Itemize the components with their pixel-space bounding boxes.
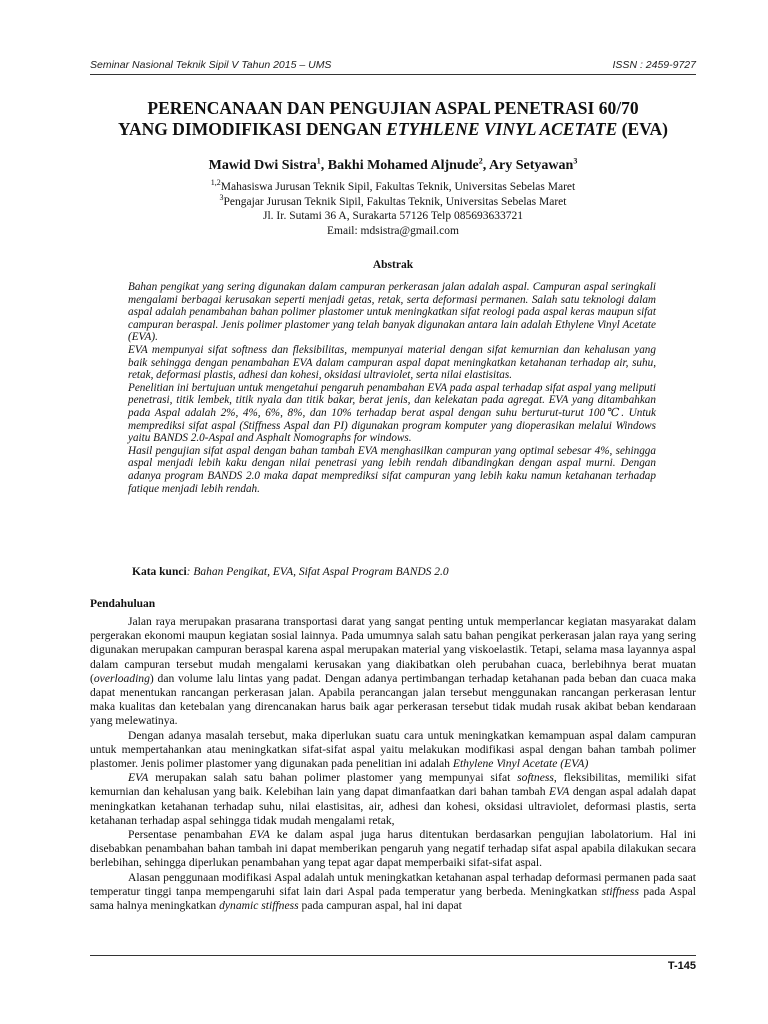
p3-text-b: , fleksibilitas, memiliki sifat kemurnian dan kehalusan yang baik. Kelebihan lain yang dapat dimanfaatkan dari bahan tambah <box>90 771 696 799</box>
affiliation-1-sup: 1,2 <box>210 178 221 188</box>
affiliation-2-sup: 3 <box>219 192 224 202</box>
keywords-label: Kata kunci <box>132 566 187 578</box>
page-number: T-145 <box>667 960 696 972</box>
p4-italic: EVA <box>249 828 270 842</box>
affiliation-2 <box>90 192 696 210</box>
keywords-text: Bahan Pengikat, EVA, Sifat Aspal Program BANDS 2.0 <box>190 566 449 578</box>
p2-text: Dengan adanya masalah tersebut, maka diperlukan suatu cara untuk meningkatkan kemampuan aspal dalam campuran untuk mempertahankan atau meningkatkan sifat-sifat aspal yaitu melakukan modifikasi aspal dengan bahan tambah polimer plastomer. Jenis polimer plastomer yang digunakan pada penelitian ini adalah <box>90 728 696 771</box>
running-header <box>90 59 696 71</box>
p2-italic: Ethylene Vinyl Acetate (EVA) <box>452 757 589 771</box>
p1-text: Jalan raya merupakan prasarana transportasi darat yang sangat penting untuk memperlancar kegiatan masyarakat dalam pergerakan ekonomi maupun kegiatan sosial lainnya. Pada umumnya salah satu bahan pengikat perkerasan jalan raya yang sering digunakan merupakan campuran beraspal karena aspal merupakan material yang viskoelastik. Tetapi, selama masa layannya aspal dalam campuran tersebut mudah mengalami kerusakan yang diakibatkan oleh perubahan cuaca, berlebihnya berat muatan ( <box>90 615 696 685</box>
abstract-paragraph: EVA mempunyai sifat softness dan fleksibilitas, mempunyai material dengan sifat kemurnian dan kehalusan yang baik sehingga dengan penambahan EVA dalam campuran aspal dapat meningkatkan ketahanan terhadap air, suhu, retak, deformasi plastis, adhesi dan kohesi, oksidasi ultraviolet, serta nilai elastisitas. <box>128 343 656 382</box>
intro-body <box>90 615 696 913</box>
title-line-2-pre: YANG DIMODIFIKASI DENGAN <box>117 119 387 139</box>
p5-text-c: pada campuran aspal, hal ini dapat <box>298 899 462 913</box>
affiliation-1-text: Mahasiswa Jurusan Teknik Sipil, Fakultas Teknik, Universitas Sebelas Maret <box>220 181 576 193</box>
keywords-colon: : <box>186 566 191 578</box>
title-line-2 <box>90 119 696 140</box>
email: Email: mdsistra@gmail.com <box>327 224 459 237</box>
p4-text-b: ke dalam aspal juga harus ditentukan berdasarkan pengujian labolatorium. Hal ini disebabkan penambahan bahan tambah ini dapat memberikan pengaruh yang negatif terhadap sifat aspal apabila dilakukan secara berlebihan, sehingga diperlukan penambahan yang tepat agar dapat memperbaiki sifat-sifat aspal. <box>90 828 696 870</box>
author-1: Mawid Dwi Sistra <box>208 158 317 173</box>
p5-text-a: Alasan penggunaan modifikasi Aspal adalah untuk meningkatkan ketahanan aspal terhadap deformasi permanen pada saat temperatur tinggi tanpa mempengaruhi sifat lain dari Aspal pada temperatur yang berbeda. Meningkatkan <box>90 870 696 898</box>
title-line-1: PERENCANAAN DAN PENGUJIAN ASPAL PENETRASI 60/70 <box>147 98 639 118</box>
p1-italic: overloading <box>93 671 150 685</box>
issn: ISSN : 2459-9727 <box>612 59 696 71</box>
body-paragraph <box>90 729 696 772</box>
author-list <box>90 158 696 174</box>
abstract-paragraph: Bahan pengikat yang sering digunakan dalam campuran perkerasan jalan adalah aspal. Campuran aspal seringkali mengalami berbagai kerusakan seperti menjadi getas, retak, serta deformasi permanen. Salah satu teknologi dalam aspal adalah penambahan bahan polimer plastomer untuk meningkatkan sifat reologi pada aspal keras maupun sifat campuran beraspal. Jenis polimer plastomer yang telah banyak digunakan antara lain adalah Ethylene Vinyl Acetate (EVA). <box>128 281 656 344</box>
affiliations <box>90 180 696 238</box>
p5-italic-2: dynamic stiffness <box>219 899 299 913</box>
title-line-2-italic: ETYHLENE VINYL ACETATE <box>386 119 618 139</box>
keywords <box>132 566 656 578</box>
author-2: , Bakhi Mohamed Aljnude <box>320 158 479 173</box>
p3-italic-3: EVA <box>548 785 570 799</box>
author-3: , Ary Setyawan <box>482 158 574 173</box>
p5-text-b: pada Aspal sama halnya meningkatkan <box>90 884 696 913</box>
abstract-heading: Abstrak <box>372 259 414 271</box>
p4-text-a: Persentase penambahan <box>128 828 250 842</box>
author-1-sup: 1 <box>316 156 321 166</box>
body-paragraph <box>90 871 696 914</box>
abstract-body <box>128 281 656 495</box>
footer-divider <box>90 955 696 956</box>
p3-italic-2: softness <box>517 771 554 785</box>
body-paragraph <box>90 828 696 871</box>
affiliation-2-text: Pengajar Jurusan Teknik Sipil, Fakultas Teknik, Universitas Sebelas Maret <box>223 195 567 208</box>
p3-text-a: merupakan salah satu bahan polimer plastomer yang mempunyai sifat <box>148 771 518 785</box>
p3-italic-1: EVA <box>128 771 149 785</box>
body-paragraph <box>90 771 696 828</box>
header-divider <box>90 74 696 75</box>
paper-title <box>90 98 696 140</box>
abstract-paragraph: Penelitian ini bertujuan untuk mengetahui pengaruh penambahan EVA pada aspal terhadap sifat aspal yang meliputi penetrasi, titik lembek, titik nyala dan titik bakar, berat jenis, dan kelekatan pada agregat. EVA yang ditambahkan pada Aspal adalah 2%, 4%, 6%, 8%, dan 10% terhadap berat aspal dengan suhu berturut-turut 100℃. Untuk memprediksi sifat aspal (Stiffness Aspal dan PI) digunakan program komputer yang dioperasikan melalui Windows yaitu BANDS 2.0-Aspal and Asphalt Nomographs for windows. <box>128 381 656 445</box>
body-paragraph <box>90 615 696 729</box>
author-3-sup: 3 <box>573 156 578 166</box>
author-2-sup: 2 <box>478 156 483 166</box>
conference-name: Seminar Nasional Teknik Sipil V Tahun 2015 – UMS <box>90 59 332 71</box>
affiliation-1 <box>90 180 696 195</box>
address: Jl. Ir. Sutami 36 A, Surakarta 57126 Telp 085693633721 <box>263 210 523 222</box>
p1-end: ) dan volume lalu lintas yang padat. Dengan adanya pertimbangan terhadap ketahanan pada beban dan cuaca maka dapat menentukan rancangan perkerasan jalan. Apabila perancangan jalan tersebut menggunakan rancangan perkerasan lentur maka kualitas dan ketebalan yang direncanakan harus baik agar perkerasan tersebut tidak mudah rusak akibat beban kendaraan yang melewatinya. <box>90 671 696 728</box>
abstract-paragraph: Hasil pengujian sifat aspal dengan bahan tambah EVA menghasilkan campuran yang optimal sebesar 4%, sehingga aspal menjadi lebih kaku dengan nilai penetrasi yang lebih rendah dibandingkan dengan aspal murni. Dengan adanya program BANDS 2.0 maka dapat memprediksi sifat campuran yang lebih kaku namun ketahanan terhadap fatique menjadi lebih rendah. <box>128 444 656 495</box>
p5-italic-1: stiffness <box>601 884 639 898</box>
section-heading: Pendahuluan <box>90 598 156 610</box>
p3-text-c: dengan aspal adalah dapat meningkatkan ketahanan terhadap suhu, nilai elastisitas, air, adhesi dan kohesi, oksidasi ultraviolet, deformasi plastis, serta ketahanan terhadap aspal sehingga tidak mudah mengalami retak, <box>90 785 696 827</box>
title-line-2-post: (EVA) <box>617 119 669 139</box>
